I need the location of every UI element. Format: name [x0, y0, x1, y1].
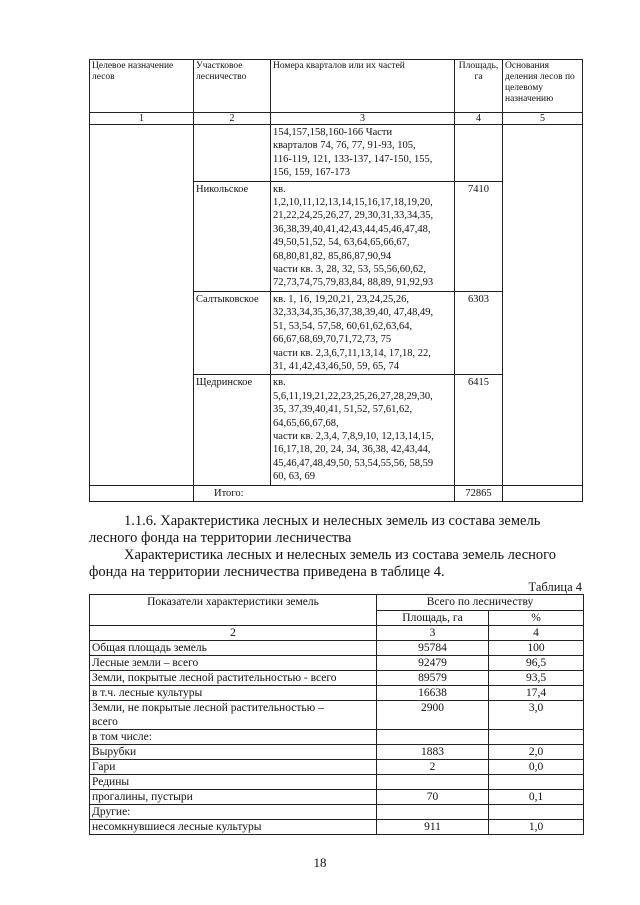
- quarters-line: 49,50,51,52, 54, 63,64,65,66,67,: [273, 237, 410, 249]
- table2-area-cell: 2900: [377, 701, 489, 730]
- table2-row: [90, 805, 584, 820]
- table1-district-cell: Никольское: [194, 181, 271, 291]
- table1-district-cell: Салтыковское: [194, 291, 271, 374]
- quarters-line: 1,2,10,11,12,13,14,15,16,17,18,19,20,: [273, 197, 433, 209]
- table2-label-cell: [90, 790, 377, 805]
- table1-purpose-cell: [90, 181, 194, 291]
- table2-label: в том числе:: [92, 731, 152, 743]
- table2-area-cell: 1883: [377, 745, 489, 760]
- table2-label-cell: [90, 805, 377, 820]
- table1-basis-cell: [503, 125, 583, 182]
- quarters-line: 68,80,81,82, 85,86,87,90,94: [273, 250, 392, 262]
- quarters-line: кварталов 74, 76, 77, 91-93, 105,: [273, 140, 416, 152]
- table1-colnum: 5: [503, 113, 583, 125]
- table1-area-cell: 6303: [455, 291, 503, 374]
- quarters-line: 21,22,24,25,26,27, 29,30,31,33,34,35,: [273, 210, 434, 222]
- quarters-line: 51, 53,54, 57,58, 60,61,62,63,64,: [273, 320, 413, 332]
- quarters-line: 156, 159, 167-173: [273, 167, 350, 179]
- table2-label-cont: всего: [92, 716, 118, 728]
- quarters-line: 60, 63, 69: [273, 471, 315, 483]
- table2-label: Земли, не покрытые лесной растительностью –: [92, 702, 324, 714]
- table2-header-row: [90, 595, 584, 611]
- table2-percent-cell: 0,0: [489, 760, 584, 775]
- quarters-line: кв.: [273, 183, 286, 195]
- table1-basis-cell: [503, 291, 583, 374]
- table1-district-cell: Щедринское: [194, 375, 271, 485]
- table2-header-percent: %: [489, 611, 584, 626]
- section-text-line1: Характеристика лесных и нелесных земель из состава земель лесного: [124, 547, 556, 563]
- table2-label-cell: [90, 671, 377, 686]
- table1-total-label: Итого:: [194, 485, 455, 501]
- table1-quarters-cell: [271, 181, 455, 291]
- quarters-line: 16,17,18, 20, 24, 34, 36,38, 42,43,44,: [273, 444, 431, 456]
- table1-row: [90, 181, 583, 291]
- land-characteristics-table: [89, 594, 584, 835]
- table2-label-cell: [90, 775, 377, 790]
- table-caption: Таблица 4: [528, 580, 582, 594]
- table2-label: несомкнувшиеся лесные культуры: [92, 821, 262, 833]
- quarters-line: 116-119, 121, 133-137, 147-150, 155,: [273, 153, 433, 165]
- table1-colnum: 2: [194, 113, 271, 125]
- table2-row: [90, 656, 584, 671]
- table2-colnum: 4: [489, 626, 584, 641]
- table2-area-cell: 92479: [377, 656, 489, 671]
- table2-row: [90, 790, 584, 805]
- table1-total-value: 72865: [455, 485, 503, 501]
- table1-row: [90, 291, 583, 374]
- table1-purpose-cell: [90, 125, 194, 182]
- table2-row: [90, 671, 584, 686]
- table1-header-basis: Основания деления лесов по целевому назначению: [503, 60, 583, 113]
- table2-label-cell: [90, 656, 377, 671]
- table2-colnum: 3: [377, 626, 489, 641]
- table2-area-cell: 89579: [377, 671, 489, 686]
- quarters-line: 45,46,47,48,49,50, 53,54,55,56, 58,59: [273, 457, 434, 469]
- table2-label: Редины: [92, 776, 130, 788]
- table1-area-cell: 7410: [455, 181, 503, 291]
- quarters-line: 36,38,39,40,41,42,43,44,45,46,47,48,: [273, 223, 431, 235]
- table2-label-cell: [90, 820, 377, 835]
- table2-colnum: 2: [90, 626, 377, 641]
- table1-purpose-cell: [90, 375, 194, 485]
- table1-district-cell: [194, 125, 271, 182]
- quarters-line: части кв. 2,3,4, 7,8,9,10, 12,13,14,15,: [273, 430, 434, 442]
- table2-row: [90, 820, 584, 835]
- table2-row: [90, 686, 584, 701]
- table1-header-district: Участковое лесничество: [194, 60, 271, 113]
- table2-percent-cell: [489, 775, 584, 790]
- table1-header-row: [90, 60, 583, 113]
- table2-label-cell: [90, 686, 377, 701]
- quarters-line: 32,33,34,35,36,37,38,39,40, 47,48,49,: [273, 307, 434, 319]
- table2-body: [90, 641, 584, 835]
- table1-row: [90, 125, 583, 182]
- table1-basis-cell: [503, 375, 583, 485]
- quarters-line: 31, 41,42,43,46,50, 59, 65, 74: [273, 360, 399, 372]
- table1-area-cell: 6415: [455, 375, 503, 485]
- table2-percent-cell: 96,5: [489, 656, 584, 671]
- table1-basis-cell: [503, 181, 583, 291]
- table2-header-area: Площадь, га: [377, 611, 489, 626]
- table1-purpose-cell: [90, 291, 194, 374]
- quarters-line: 64,65,66,67,68,: [273, 417, 339, 429]
- table2-percent-cell: 2,0: [489, 745, 584, 760]
- table2-colnum-row: [90, 626, 584, 641]
- page-number: 18: [313, 855, 327, 870]
- table2-percent-cell: 93,5: [489, 671, 584, 686]
- table2-area-cell: 95784: [377, 641, 489, 656]
- table2-row: [90, 745, 584, 760]
- table2-label: Гари: [92, 761, 116, 773]
- table2-area-cell: 70: [377, 790, 489, 805]
- quarters-line: 35, 37,39,40,41, 51,52, 57,61,62,: [273, 404, 413, 416]
- table2-percent-cell: [489, 805, 584, 820]
- quarters-line: части кв. 2,3,6,7,11,13,14, 17,18, 22,: [273, 347, 431, 359]
- table2-label-cell: [90, 760, 377, 775]
- table1-header-quarters: Номера кварталов или их частей: [271, 60, 455, 113]
- table2-label-cell: [90, 745, 377, 760]
- table1-quarters-cell: [271, 291, 455, 374]
- table2-label-cell: [90, 641, 377, 656]
- quarters-line: 66,67,68,69,70,71,72,73, 75: [273, 334, 392, 346]
- table2-row: [90, 730, 584, 745]
- table1-colnum: 1: [90, 113, 194, 125]
- table2-row: [90, 760, 584, 775]
- table2-label: Лесные земли – всего: [92, 657, 199, 669]
- table1-colnum: 4: [455, 113, 503, 125]
- quarters-line: 5,6,11,19,21,22,23,25,26,27,28,29,30,: [273, 390, 433, 402]
- section-heading-line1: 1.1.6. Характеристика лесных и нелесных земель из состава земель: [124, 513, 541, 529]
- table2-label: Другие:: [92, 806, 131, 818]
- table1-total-row: [90, 485, 583, 501]
- table1-colnum: 3: [271, 113, 455, 125]
- table1-body: [90, 125, 583, 486]
- quarters-line: 154,157,158,160-166 Части: [273, 127, 393, 138]
- section-text-line2: фонда на территории лесничества приведена в таблице 4.: [89, 564, 445, 580]
- table2-label: прогалины, пустыри: [92, 791, 193, 803]
- table2-percent-cell: 3,0: [489, 701, 584, 730]
- table2-percent-cell: 17,4: [489, 686, 584, 701]
- quarters-line: 72,73,74,75,79,83,84, 88,89, 91,92,93: [273, 277, 434, 289]
- table2-percent-cell: 100: [489, 641, 584, 656]
- table2-header-total: Всего по лесничеству: [377, 595, 584, 611]
- table2-row: [90, 701, 584, 730]
- forest-purpose-table: [89, 59, 583, 502]
- table2-label-cell: [90, 701, 377, 730]
- table2-label: Общая площадь земель: [92, 642, 207, 654]
- table2-percent-cell: 1,0: [489, 820, 584, 835]
- table2-area-cell: 2: [377, 760, 489, 775]
- table2-percent-cell: [489, 730, 584, 745]
- table2-percent-cell: 0,1: [489, 790, 584, 805]
- table1-total-empty: [503, 485, 583, 501]
- table2-area-cell: [377, 730, 489, 745]
- table2-area-cell: 911: [377, 820, 489, 835]
- table2-area-cell: [377, 805, 489, 820]
- table1-row: [90, 375, 583, 485]
- table2-label: в т.ч. лесные культуры: [92, 687, 203, 699]
- table2-row: [90, 775, 584, 790]
- table1-header-area: Площадь, га: [455, 60, 503, 113]
- table1-colnum-row: [90, 113, 583, 125]
- table1-header-purpose: Целевое назначение лесов: [90, 60, 194, 113]
- quarters-line: части кв. 3, 28, 32, 53, 55,56,60,62,: [273, 264, 426, 276]
- table2-area-cell: [377, 775, 489, 790]
- section-heading-line2: лесного фонда на территории лесничества: [89, 530, 352, 546]
- table2-label: Вырубки: [92, 746, 137, 758]
- table2-header-indicator: Показатели характеристики земель: [90, 595, 377, 626]
- table1-area-cell: [455, 125, 503, 182]
- table2-row: [90, 641, 584, 656]
- table2-label-cell: [90, 730, 377, 745]
- table1-total-empty: [90, 485, 194, 501]
- table1-quarters-cell: [271, 375, 455, 485]
- table2-area-cell: 16638: [377, 686, 489, 701]
- quarters-line: кв.: [273, 377, 286, 389]
- quarters-line: кв. 1, 16, 19,20,21, 23,24,25,26,: [273, 293, 410, 305]
- table1-quarters-cell: [271, 125, 455, 182]
- table2-label: Земли, покрытые лесной растительностью - всего: [92, 672, 337, 684]
